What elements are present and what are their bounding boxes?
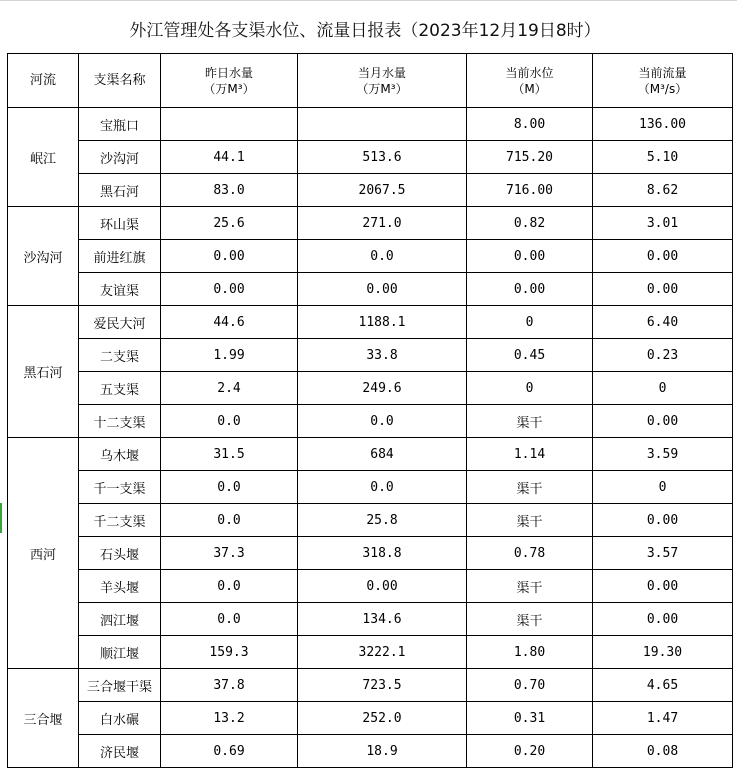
table-row	[8, 504, 733, 537]
header-yesterday-label: 昨日水量	[204, 65, 253, 80]
table-row	[8, 669, 733, 702]
yesterday-volume-cell[interactable]: 37.3	[161, 537, 298, 570]
table-row	[8, 603, 733, 636]
canal-name-cell[interactable]: 友谊渠	[79, 273, 161, 306]
month-volume-cell[interactable]: 25.8	[298, 504, 467, 537]
table-row	[8, 735, 733, 768]
current-level-cell[interactable]: 0.70	[467, 669, 593, 702]
table-row	[8, 306, 733, 339]
month-volume-cell[interactable]: 684	[298, 438, 467, 471]
table-row	[8, 537, 733, 570]
river-cell[interactable]: 黑石河	[8, 306, 79, 438]
header-level-unit: （M）	[512, 81, 547, 96]
canal-name-cell[interactable]: 三合堰干渠	[79, 669, 161, 702]
report-table	[7, 53, 733, 768]
current-flow-cell[interactable]: 0.00	[593, 570, 733, 603]
current-level-cell[interactable]: 0.00	[467, 273, 593, 306]
current-flow-cell[interactable]: 8.62	[593, 174, 733, 207]
table-row	[8, 273, 733, 306]
table-row	[8, 141, 733, 174]
yesterday-volume-cell[interactable]: 0.0	[161, 570, 298, 603]
header-flow-unit: （M³/s）	[637, 81, 688, 96]
yesterday-volume-cell[interactable]: 13.2	[161, 702, 298, 735]
current-level-cell[interactable]: 0.45	[467, 339, 593, 372]
row-selection-marker	[0, 503, 2, 533]
table-row	[8, 108, 733, 141]
header-current-flow[interactable]	[593, 54, 733, 108]
header-month-label: 当月水量	[357, 65, 406, 80]
current-flow-cell[interactable]: 3.01	[593, 207, 733, 240]
current-level-cell[interactable]: 渠干	[467, 405, 593, 438]
header-canal-name[interactable]: 支渠名称	[79, 54, 161, 108]
table-row	[8, 405, 733, 438]
month-volume-cell[interactable]: 0.00	[298, 273, 467, 306]
current-level-cell[interactable]: 1.80	[467, 636, 593, 669]
canal-name-cell[interactable]: 前进红旗	[79, 240, 161, 273]
river-cell[interactable]: 三合堰	[8, 669, 79, 768]
current-flow-cell[interactable]: 136.00	[593, 108, 733, 141]
current-level-cell[interactable]: 1.14	[467, 438, 593, 471]
canal-name-cell[interactable]: 环山渠	[79, 207, 161, 240]
current-flow-cell[interactable]: 0.08	[593, 735, 733, 768]
yesterday-volume-cell[interactable]: 0.00	[161, 273, 298, 306]
month-volume-cell[interactable]: 2067.5	[298, 174, 467, 207]
month-volume-cell[interactable]: 134.6	[298, 603, 467, 636]
canal-name-cell[interactable]: 沙沟河	[79, 141, 161, 174]
table-row	[8, 240, 733, 273]
month-volume-cell[interactable]: 249.6	[298, 372, 467, 405]
current-level-cell[interactable]: 0	[467, 306, 593, 339]
month-volume-cell[interactable]: 513.6	[298, 141, 467, 174]
table-row	[8, 471, 733, 504]
header-river[interactable]: 河流	[8, 54, 79, 108]
header-month-volume[interactable]	[298, 54, 467, 108]
current-flow-cell[interactable]: 6.40	[593, 306, 733, 339]
table-row	[8, 636, 733, 669]
current-level-cell[interactable]: 渠干	[467, 570, 593, 603]
current-level-cell[interactable]: 渠干	[467, 603, 593, 636]
current-level-cell[interactable]: 715.20	[467, 141, 593, 174]
canal-name-cell[interactable]: 千一支渠	[79, 471, 161, 504]
yesterday-volume-cell[interactable]: 31.5	[161, 438, 298, 471]
table-row	[8, 207, 733, 240]
current-flow-cell[interactable]: 1.47	[593, 702, 733, 735]
current-flow-cell[interactable]: 0.00	[593, 405, 733, 438]
yesterday-volume-cell[interactable]: 2.4	[161, 372, 298, 405]
current-flow-cell[interactable]: 0.23	[593, 339, 733, 372]
canal-name-cell[interactable]: 黑石河	[79, 174, 161, 207]
current-level-cell[interactable]: 0.82	[467, 207, 593, 240]
yesterday-volume-cell[interactable]: 83.0	[161, 174, 298, 207]
month-volume-cell[interactable]	[298, 108, 467, 141]
current-level-cell[interactable]: 0.20	[467, 735, 593, 768]
yesterday-volume-cell[interactable]: 25.6	[161, 207, 298, 240]
current-flow-cell[interactable]: 5.10	[593, 141, 733, 174]
header-month-unit: （万M³）	[356, 81, 408, 96]
yesterday-volume-cell[interactable]: 0.00	[161, 240, 298, 273]
yesterday-volume-cell[interactable]	[161, 108, 298, 141]
report-body	[8, 108, 733, 768]
month-volume-cell[interactable]: 0.0	[298, 240, 467, 273]
yesterday-volume-cell[interactable]: 0.0	[161, 504, 298, 537]
table-row	[8, 438, 733, 471]
month-volume-cell[interactable]: 252.0	[298, 702, 467, 735]
current-level-cell[interactable]: 渠干	[467, 504, 593, 537]
current-flow-cell[interactable]: 4.65	[593, 669, 733, 702]
header-level-label: 当前水位	[505, 65, 554, 80]
current-flow-cell[interactable]: 19.30	[593, 636, 733, 669]
yesterday-volume-cell[interactable]: 1.99	[161, 339, 298, 372]
current-flow-cell[interactable]: 0.00	[593, 273, 733, 306]
canal-name-cell[interactable]: 济民堰	[79, 735, 161, 768]
month-volume-cell[interactable]: 3222.1	[298, 636, 467, 669]
canal-name-cell[interactable]: 五支渠	[79, 372, 161, 405]
header-yesterday-volume[interactable]	[161, 54, 298, 108]
canal-name-cell[interactable]: 石头堰	[79, 537, 161, 570]
current-flow-cell[interactable]: 0	[593, 372, 733, 405]
current-flow-cell[interactable]: 0.00	[593, 603, 733, 636]
current-flow-cell[interactable]: 0.00	[593, 240, 733, 273]
table-row	[8, 339, 733, 372]
canal-name-cell[interactable]: 爱民大河	[79, 306, 161, 339]
yesterday-volume-cell[interactable]: 44.6	[161, 306, 298, 339]
current-level-cell[interactable]: 0	[467, 372, 593, 405]
header-current-level[interactable]	[467, 54, 593, 108]
yesterday-volume-cell[interactable]: 44.1	[161, 141, 298, 174]
column-header-edge	[0, 0, 737, 1]
yesterday-volume-cell[interactable]: 0.0	[161, 405, 298, 438]
current-level-cell[interactable]: 0.00	[467, 240, 593, 273]
yesterday-volume-cell[interactable]: 0.0	[161, 603, 298, 636]
month-volume-cell[interactable]: 271.0	[298, 207, 467, 240]
canal-name-cell[interactable]: 白水碾	[79, 702, 161, 735]
canal-name-cell[interactable]: 千二支渠	[79, 504, 161, 537]
current-flow-cell[interactable]: 3.57	[593, 537, 733, 570]
current-level-cell[interactable]: 8.00	[467, 108, 593, 141]
canal-name-cell[interactable]: 宝瓶口	[79, 108, 161, 141]
header-flow-label: 当前流量	[638, 65, 687, 80]
month-volume-cell[interactable]: 18.9	[298, 735, 467, 768]
canal-name-cell[interactable]: 顺江堰	[79, 636, 161, 669]
month-volume-cell[interactable]: 33.8	[298, 339, 467, 372]
table-row	[8, 570, 733, 603]
month-volume-cell[interactable]: 0.0	[298, 471, 467, 504]
current-flow-cell[interactable]: 0.00	[593, 504, 733, 537]
header-yesterday-unit: （万M³）	[203, 81, 255, 96]
yesterday-volume-cell[interactable]: 37.8	[161, 669, 298, 702]
canal-name-cell[interactable]: 羊头堰	[79, 570, 161, 603]
month-volume-cell[interactable]: 723.5	[298, 669, 467, 702]
month-volume-cell[interactable]: 318.8	[298, 537, 467, 570]
current-level-cell[interactable]: 渠干	[467, 471, 593, 504]
canal-name-cell[interactable]: 十二支渠	[79, 405, 161, 438]
month-volume-cell[interactable]: 0.00	[298, 570, 467, 603]
current-level-cell[interactable]: 0.31	[467, 702, 593, 735]
current-level-cell[interactable]: 0.78	[467, 537, 593, 570]
current-flow-cell[interactable]: 0	[593, 471, 733, 504]
river-cell[interactable]: 西河	[8, 438, 79, 669]
yesterday-volume-cell[interactable]: 0.69	[161, 735, 298, 768]
river-cell[interactable]: 沙沟河	[8, 207, 79, 306]
header-row	[8, 54, 733, 108]
canal-name-cell[interactable]: 泗江堰	[79, 603, 161, 636]
current-level-cell[interactable]: 716.00	[467, 174, 593, 207]
yesterday-volume-cell[interactable]: 159.3	[161, 636, 298, 669]
report-title[interactable]: 外江管理处各支渠水位、流量日报表（2023年12月19日8时）	[129, 21, 601, 41]
canal-name-cell[interactable]: 乌木堰	[79, 438, 161, 471]
table-row	[8, 372, 733, 405]
river-cell[interactable]: 岷江	[8, 108, 79, 207]
month-volume-cell[interactable]: 0.0	[298, 405, 467, 438]
yesterday-volume-cell[interactable]: 0.0	[161, 471, 298, 504]
current-flow-cell[interactable]: 3.59	[593, 438, 733, 471]
canal-name-cell[interactable]: 二支渠	[79, 339, 161, 372]
table-row	[8, 702, 733, 735]
month-volume-cell[interactable]: 1188.1	[298, 306, 467, 339]
table-row	[8, 174, 733, 207]
